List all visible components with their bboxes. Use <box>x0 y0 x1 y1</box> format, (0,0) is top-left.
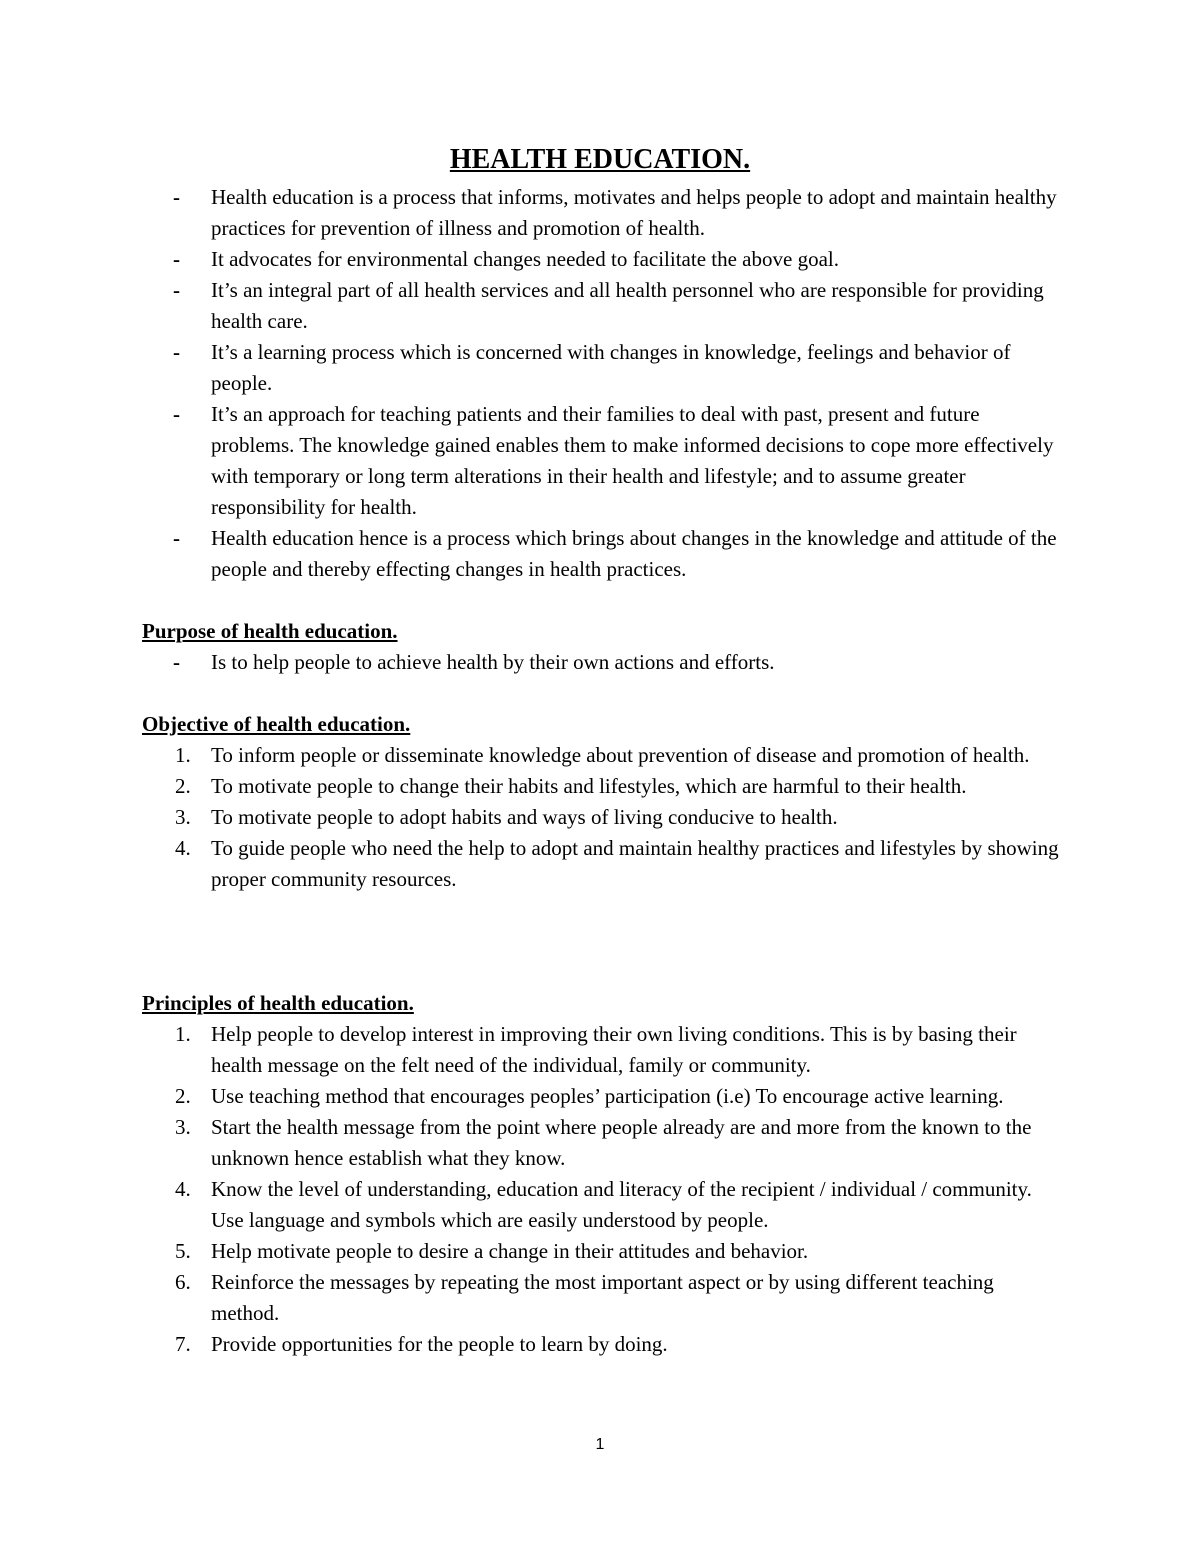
bullet-marker: - <box>173 402 180 426</box>
list-item-text: It’s an integral part of all health services and all health personnel who are responsible for providing health care. <box>211 278 1044 333</box>
list-item-text: Know the level of understanding, education and literacy of the recipient / individual / community. Use language and symbols which are easily understood by people. <box>211 1177 1032 1232</box>
bullet-marker: - <box>173 278 180 302</box>
list-item <box>142 1329 1062 1360</box>
purpose-section <box>142 616 1062 678</box>
list-item-text: Provide opportunities for the people to learn by doing. <box>211 1332 668 1356</box>
list-item-text: To motivate people to change their habits and lifestyles, which are harmful to their health. <box>211 774 967 798</box>
item-number: 1. <box>175 1022 191 1046</box>
principles-list <box>142 1019 1062 1360</box>
list-item <box>142 833 1062 895</box>
item-number: 4. <box>175 836 191 860</box>
list-item-text: To guide people who need the help to adopt and maintain healthy practices and lifestyles by showing proper community resources. <box>211 836 1059 891</box>
item-number: 2. <box>175 1084 191 1108</box>
list-item <box>142 337 1062 399</box>
purpose-heading: Purpose of health education. <box>142 619 398 643</box>
list-item-text: To motivate people to adopt habits and ways of living conducive to health. <box>211 805 838 829</box>
list-item <box>142 802 1062 833</box>
bullet-marker: - <box>173 650 180 674</box>
principles-section <box>142 988 1062 1360</box>
bullet-marker: - <box>173 526 180 550</box>
list-item-text: It advocates for environmental changes needed to facilitate the above goal. <box>211 247 839 271</box>
item-number: 5. <box>175 1239 191 1263</box>
list-item-text: Health education is a process that informs, motivates and helps people to adopt and maintain healthy practices for prevention of illness and promotion of health. <box>211 185 1057 240</box>
list-item <box>142 399 1062 523</box>
bullet-marker: - <box>173 247 180 271</box>
item-number: 3. <box>175 805 191 829</box>
item-number: 6. <box>175 1270 191 1294</box>
list-item <box>142 1267 1062 1329</box>
list-item <box>142 244 1062 275</box>
list-item-text: To inform people or disseminate knowledge about prevention of disease and promotion of health. <box>211 743 1030 767</box>
list-item <box>142 771 1062 802</box>
list-item <box>142 647 1062 678</box>
list-item <box>142 740 1062 771</box>
list-item <box>142 275 1062 337</box>
list-item-text: Is to help people to achieve health by their own actions and efforts. <box>211 650 775 674</box>
list-item <box>142 1019 1062 1081</box>
list-item-text: Help motivate people to desire a change in their attitudes and behavior. <box>211 1239 809 1263</box>
list-item-text: Reinforce the messages by repeating the most important aspect or by using different teaching method. <box>211 1270 994 1325</box>
item-number: 1. <box>175 743 191 767</box>
list-item-text: It’s a learning process which is concerned with changes in knowledge, feelings and behavior of people. <box>211 340 1011 395</box>
list-item-text: Health education hence is a process which brings about changes in the knowledge and attitude of the people and thereby effecting changes in health practices. <box>211 526 1057 581</box>
objective-list <box>142 740 1062 895</box>
list-item <box>142 1081 1062 1112</box>
list-item <box>142 1112 1062 1174</box>
principles-heading: Principles of health education. <box>142 991 414 1015</box>
list-item <box>142 1174 1062 1236</box>
page-number: 1 <box>595 1436 605 1453</box>
list-item-text: It’s an approach for teaching patients and their families to deal with past, present and future problems. The knowledge gained enables them to make informed decisions to cope more effectively with temporary or long term alterations in their health and lifestyle; and to assume greater responsibility for health. <box>211 402 1054 519</box>
list-item <box>142 1236 1062 1267</box>
bullet-marker: - <box>173 185 180 209</box>
item-number: 3. <box>175 1115 191 1139</box>
purpose-list <box>142 647 1062 678</box>
objective-heading: Objective of health education. <box>142 712 411 736</box>
list-item <box>142 182 1062 244</box>
intro-section <box>142 182 1062 585</box>
list-item-text: Start the health message from the point where people already are and more from the known to the unknown hence establish what they know. <box>211 1115 1032 1170</box>
list-item-text: Help people to develop interest in improving their own living conditions. This is by basing their health message on the felt need of the individual, family or community. <box>211 1022 1017 1077</box>
list-item <box>142 523 1062 585</box>
list-item-text: Use teaching method that encourages peoples’ participation (i.e) To encourage active learning. <box>211 1084 1004 1108</box>
intro-list <box>142 182 1062 585</box>
objective-section <box>142 709 1062 895</box>
item-number: 7. <box>175 1332 191 1356</box>
item-number: 2. <box>175 774 191 798</box>
bullet-marker: - <box>173 340 180 364</box>
page-title: HEALTH EDUCATION. <box>449 144 751 175</box>
item-number: 4. <box>175 1177 191 1201</box>
